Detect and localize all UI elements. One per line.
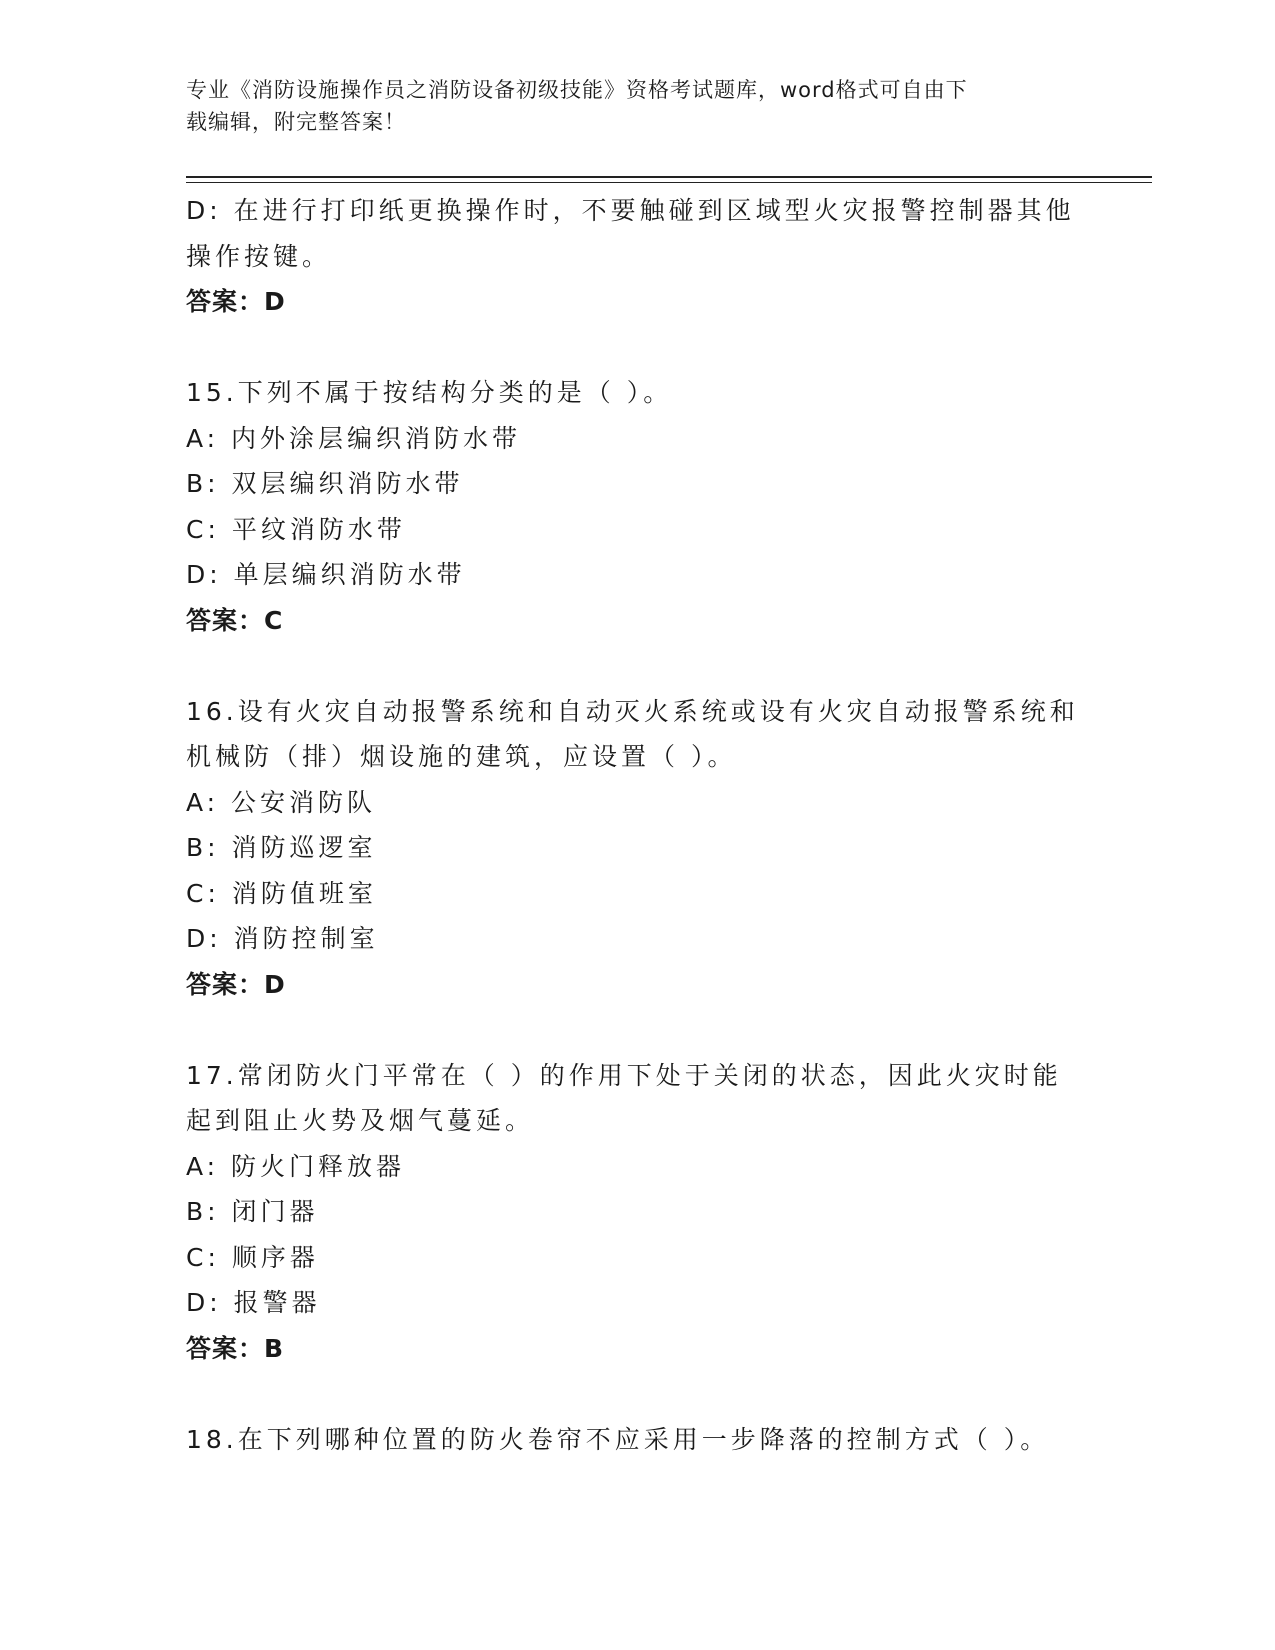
document-header [186,74,1066,138]
spacer [186,1371,1086,1417]
option-d: D: 在进行打印纸更换操作时，不要触碰到区域型火灾报警控制器其他 [186,196,1075,225]
option-c: C: 平纹消防水带 [186,514,406,544]
question-text: 18.在下列哪种位置的防火卷帘不应采用一步降落的控制方式（ ）。 [186,1424,1050,1454]
question-block-15 [186,370,1086,643]
answer: 答案：B [186,1333,285,1363]
option-d: D: 单层编织消防水带 [186,560,466,589]
question-text: 16.设有火灾自动报警系统和自动灭火系统或设有火灾自动报警系统和 [186,696,1079,726]
option-d: D: 报警器 [186,1288,321,1317]
spacer [186,643,1086,689]
question-text: 17.常闭防火门平常在（ ）的作用下处于关闭的状态，因此火灾时能 [186,1060,1062,1090]
header-line-1: 专业《消防设施操作员之消防设备初级技能》资格考试题库，word格式可自由下 [186,78,968,102]
option-b: B: 消防巡逻室 [186,833,377,862]
spacer [186,325,1086,371]
question-block-17 [186,1053,1086,1372]
option-d: D: 消防控制室 [186,924,379,953]
document-body [186,188,1086,1462]
header-rule-thin [186,182,1152,183]
option-a: A: 防火门释放器 [186,1151,406,1181]
question-block-18 [186,1417,1086,1463]
spacer [186,1007,1086,1053]
question-block-14-continued [186,188,1086,325]
answer: 答案：D [186,287,286,316]
option-b: B: 闭门器 [186,1197,319,1226]
header-rule-thick [186,176,1152,178]
question-block-16 [186,689,1086,1008]
option-c: C: 消防值班室 [186,878,377,908]
option-d-continued: 操作按键。 [186,241,332,271]
option-c: C: 顺序器 [186,1242,319,1272]
question-text-continued: 起到阻止火势及烟气蔓延。 [186,1106,535,1135]
question-text-continued: 机械防（排）烟设施的建筑，应设置（ ）。 [186,742,737,771]
answer: 答案：D [186,969,286,999]
question-text: 15.下列不属于按结构分类的是（ ）。 [186,378,673,407]
option-a: A: 公安消防队 [186,787,377,817]
header-line-2: 载编辑，附完整答案！ [186,110,406,134]
option-a: A: 内外涂层编织消防水带 [186,423,522,453]
answer: 答案：C [186,605,284,635]
option-b: B: 双层编织消防水带 [186,469,464,498]
